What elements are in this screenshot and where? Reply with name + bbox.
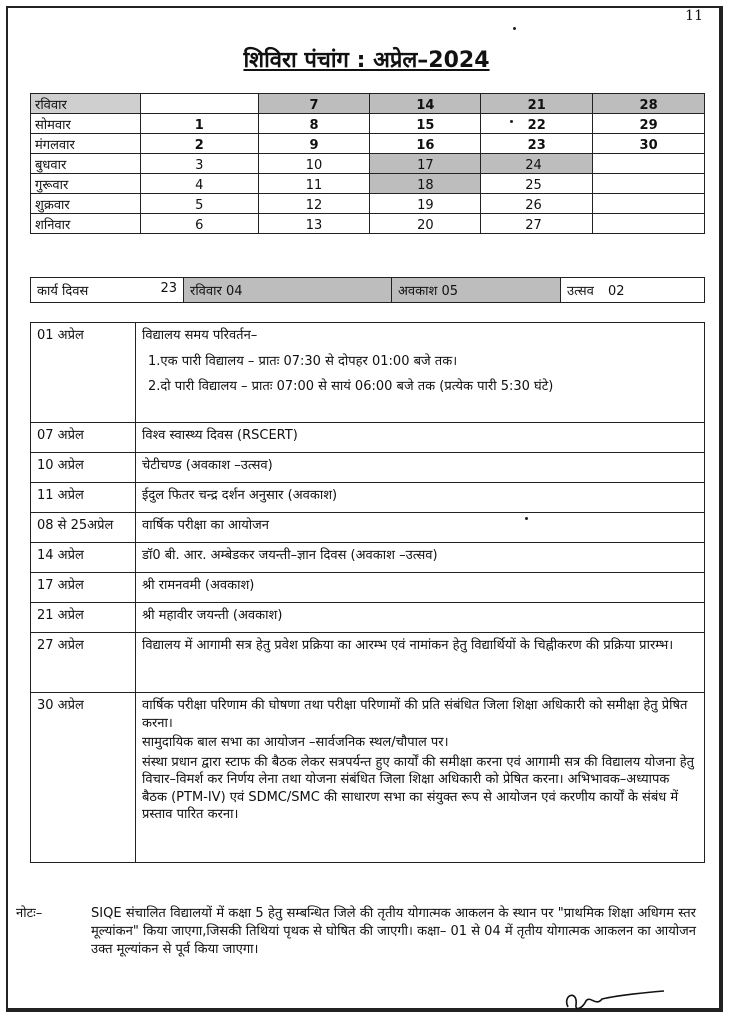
event-line: 1.एक पारी विद्यालय – प्रातः 07:30 से दोपहर 01:00 बजे तक। bbox=[148, 353, 458, 369]
event-date: 01 अप्रेल bbox=[31, 323, 136, 423]
calendar-date bbox=[593, 194, 705, 214]
calendar-date: 4 bbox=[140, 174, 258, 194]
event-row bbox=[31, 693, 705, 863]
summary-row bbox=[30, 277, 705, 303]
speck bbox=[513, 27, 516, 30]
calendar-date: 11 bbox=[258, 174, 370, 194]
event-description bbox=[136, 543, 705, 573]
speck bbox=[525, 517, 528, 520]
weekday-label: मंगलवार bbox=[31, 134, 141, 154]
festivals-cell bbox=[561, 278, 705, 303]
weekday-label: शनिवार bbox=[31, 214, 141, 234]
event-row bbox=[31, 543, 705, 573]
event-line: संस्था प्रधान द्वारा स्टाफ की बैठक लेकर सत्रपर्यन्त हुए कार्यों की समीक्षा करना एवं आगामी सत्र की विद्यालय योजना हेतु विचार–विमर्श कर निर्णय लेना तथा योजना संबंधित जिला शिक्षा अधिकारी को प्रेषित करना। अभिभावक–अध्यापक बैठक (PTM-IV) एवं SDMC/SMC की साधारण सभा का संयुक्त रूप से आयोजन एवं करणीय कार्यों के संबंध में प्रस्ताव पारित करना। bbox=[142, 754, 695, 823]
calendar-date: 25 bbox=[481, 174, 593, 194]
calendar-date: 19 bbox=[370, 194, 481, 214]
event-row bbox=[31, 633, 705, 693]
event-description bbox=[136, 323, 705, 423]
event-line: वार्षिक परीक्षा परिणाम की घोषणा तथा परीक्षा परिणामों की प्रति संबंधित जिला शिक्षा अधिकारी को समीक्षा हेतु प्रेषित करना। bbox=[142, 698, 688, 731]
calendar-date: 22 bbox=[481, 114, 593, 134]
calendar-date: 2 bbox=[140, 134, 258, 154]
event-line: ईदुल फितर चन्द्र दर्शन अनुसार (अवकाश) bbox=[142, 488, 338, 503]
calendar-date: 8 bbox=[258, 114, 370, 134]
weekday-label: बुधवार bbox=[31, 154, 141, 174]
signature bbox=[560, 985, 670, 1015]
event-date: 17 अप्रेल bbox=[31, 573, 136, 603]
calendar-row bbox=[31, 134, 705, 154]
event-row bbox=[31, 573, 705, 603]
weekday-label: गुरूवार bbox=[31, 174, 141, 194]
calendar-date: 9 bbox=[258, 134, 370, 154]
festivals-label: उत्सव bbox=[567, 284, 594, 299]
event-description bbox=[136, 483, 705, 513]
event-row bbox=[31, 453, 705, 483]
calendar-date: 20 bbox=[370, 214, 481, 234]
event-description bbox=[136, 603, 705, 633]
events-table bbox=[30, 322, 705, 863]
calendar-date: 30 bbox=[593, 134, 705, 154]
working-days-cell bbox=[31, 278, 184, 303]
calendar-date: 17 bbox=[370, 154, 481, 174]
event-description bbox=[136, 453, 705, 483]
event-line: श्री महावीर जयन्ती (अवकाश) bbox=[142, 608, 283, 623]
event-line: विद्यालय समय परिवर्तन– bbox=[142, 328, 258, 343]
event-line: श्री रामनवमी (अवकाश) bbox=[142, 578, 255, 593]
calendar-row bbox=[31, 154, 705, 174]
calendar-date: 1 bbox=[140, 114, 258, 134]
event-description bbox=[136, 423, 705, 453]
event-date: 14 अप्रेल bbox=[31, 543, 136, 573]
event-row bbox=[31, 603, 705, 633]
calendar-date: 18 bbox=[370, 174, 481, 194]
calendar-row bbox=[31, 194, 705, 214]
event-row bbox=[31, 323, 705, 423]
calendar-date: 28 bbox=[593, 94, 705, 114]
note-section bbox=[16, 905, 696, 960]
event-line: 2.दो पारी विद्यालय – प्रातः 07:00 से सायं 06:00 बजे तक (प्रत्येक पारी 5:30 घंटे) bbox=[148, 379, 554, 395]
event-description bbox=[136, 573, 705, 603]
event-description bbox=[136, 693, 705, 863]
note-label: नोटः– bbox=[16, 906, 43, 921]
speck bbox=[510, 120, 513, 123]
calendar-row bbox=[31, 94, 705, 114]
calendar-date bbox=[593, 154, 705, 174]
calendar-date: 12 bbox=[258, 194, 370, 214]
event-date: 10 अप्रेल bbox=[31, 453, 136, 483]
event-line: विश्व स्वास्थ्य दिवस (RSCERT) bbox=[142, 428, 298, 443]
calendar-date: 23 bbox=[481, 134, 593, 154]
calendar-date: 5 bbox=[140, 194, 258, 214]
event-date: 21 अप्रेल bbox=[31, 603, 136, 633]
working-days-value: 23 bbox=[160, 281, 177, 296]
event-description bbox=[136, 633, 705, 693]
weekday-label: रविवार bbox=[31, 94, 141, 114]
calendar-table bbox=[30, 93, 705, 234]
event-date: 30 अप्रेल bbox=[31, 693, 136, 863]
event-row bbox=[31, 483, 705, 513]
event-row bbox=[31, 423, 705, 453]
calendar-date: 15 bbox=[370, 114, 481, 134]
festivals-value: 02 bbox=[608, 284, 625, 299]
calendar-date bbox=[593, 174, 705, 194]
calendar-row bbox=[31, 114, 705, 134]
page-title: शिविरा पंचांग : अप्रेल–2024 bbox=[243, 48, 490, 73]
calendar-date: 26 bbox=[481, 194, 593, 214]
calendar-date: 14 bbox=[370, 94, 481, 114]
event-date: 27 अप्रेल bbox=[31, 633, 136, 693]
calendar-date: 13 bbox=[258, 214, 370, 234]
calendar-date: 24 bbox=[481, 154, 593, 174]
event-date: 07 अप्रेल bbox=[31, 423, 136, 453]
calendar-date: 29 bbox=[593, 114, 705, 134]
event-line: सामुदायिक बाल सभा का आयोजन –सार्वजनिक स्थल/चौपाल पर। bbox=[142, 735, 449, 751]
calendar-date: 3 bbox=[140, 154, 258, 174]
event-date: 11 अप्रेल bbox=[31, 483, 136, 513]
event-line: वार्षिक परीक्षा का आयोजन bbox=[142, 518, 270, 533]
calendar-row bbox=[31, 214, 705, 234]
calendar-date bbox=[593, 214, 705, 234]
calendar-date bbox=[140, 94, 258, 114]
calendar-date: 21 bbox=[481, 94, 593, 114]
event-date: 08 से 25अप्रेल bbox=[31, 513, 136, 543]
note-text: SIQE संचालित विद्यालयों में कक्षा 5 हेतु सम्बन्धित जिले की तृतीय योगात्मक आकलन के स्थान पर "प्राथमिक शिक्षा अधिगम स्तर मूल्यांकन" किया जाएगा,जिसकी तिथियां पृथक से घोषित की जाएगी। कक्षा– 01 से 04 में तृतीय योगात्मक आकलन का आयोजन उक्त मूल्यांकन से पूर्व किया जाएगा। bbox=[91, 906, 696, 958]
weekday-label: सोमवार bbox=[31, 114, 141, 134]
calendar-date: 10 bbox=[258, 154, 370, 174]
event-line: विद्यालय में आगामी सत्र हेतु प्रवेश प्रक्रिया का आरम्भ एवं नामांकन हेतु विद्यार्थियों के चिह्नीकरण की प्रक्रिया प्रारम्भ। bbox=[142, 638, 674, 653]
calendar-date: 7 bbox=[258, 94, 370, 114]
event-description bbox=[136, 513, 705, 543]
event-line: चेटीचण्ड (अवकाश –उत्सव) bbox=[142, 458, 273, 473]
weekday-label: शुक्रवार bbox=[31, 194, 141, 214]
sundays-count: रविवार 04 bbox=[184, 278, 392, 303]
calendar-date: 16 bbox=[370, 134, 481, 154]
holidays-count: अवकाश 05 bbox=[392, 278, 561, 303]
calendar-row bbox=[31, 174, 705, 194]
working-days-label: कार्य दिवस bbox=[37, 284, 89, 299]
event-row bbox=[31, 513, 705, 543]
page-number: 11 bbox=[685, 8, 703, 24]
calendar-date: 6 bbox=[140, 214, 258, 234]
event-line: डॉ0 बी. आर. अम्बेडकर जयन्ती–ज्ञान दिवस (अवकाश –उत्सव) bbox=[142, 548, 438, 563]
calendar-date: 27 bbox=[481, 214, 593, 234]
